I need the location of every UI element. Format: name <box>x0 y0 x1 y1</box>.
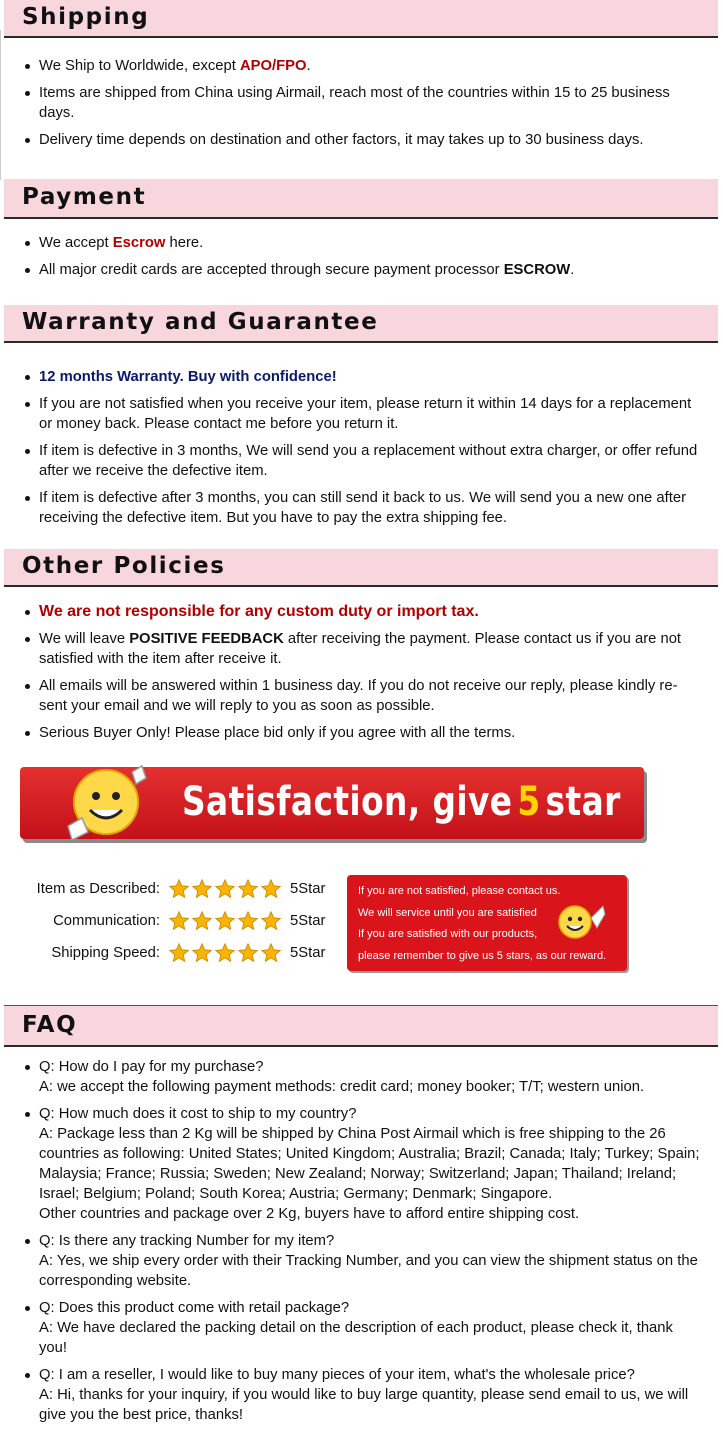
list-item: We are not responsible for any custom duty or import tax. <box>22 602 702 622</box>
faq-item <box>22 1104 702 1224</box>
star-rating-icon <box>168 878 282 900</box>
warranty-title: Warranty and Guarantee <box>22 309 379 335</box>
thumbs-up-smiley-icon <box>62 762 150 850</box>
star-icon <box>237 910 259 932</box>
star-rating-icon <box>168 942 282 964</box>
list-item: Serious Buyer Only! Please place bid only if you agree with all the terms. <box>22 723 702 743</box>
rating-label: Item as Described: <box>36 881 160 897</box>
faq-answer: A: Yes, we ship every order with their Tracking Number, and you can view the shipment status on the corresponding website. <box>39 1253 698 1289</box>
policies-title: Other Policies <box>22 553 226 579</box>
star-icon <box>191 878 213 900</box>
rating-label: Shipping Speed: <box>51 945 160 961</box>
star-icon <box>214 910 236 932</box>
faq-answer: Other countries and package over 2 Kg, buyers have to afford entire shipping cost. <box>39 1206 580 1222</box>
list-item: All emails will be answered within 1 business day. If you do not receive our reply, please kindly re-sent your email and we will reply to you as soon as possible. <box>22 676 702 716</box>
star-icon <box>260 910 282 932</box>
banner-text: Satisfaction, give 5 star <box>182 779 621 825</box>
thumbs-up-smiley-icon <box>555 898 607 946</box>
rating-value: 5Star <box>290 945 326 961</box>
payment-list <box>22 233 702 287</box>
list-item: All major credit cards are accepted through secure payment processor ESCROW. <box>22 260 702 280</box>
note-line: If you are satisfied with our products, <box>358 928 538 940</box>
faq-item <box>22 1365 702 1425</box>
star-icon <box>214 942 236 964</box>
payment-title: Payment <box>22 184 147 210</box>
list-item: If item is defective after 3 months, you can still send it back to us. We will send you a new one after receiving the defective item. But you have to pay the extra shipping fee. <box>22 488 702 528</box>
star-icon <box>168 910 190 932</box>
list-item: We will leave POSITIVE FEEDBACK after receiving the payment. Please contact us if you are not satisfied with the item after receive it. <box>22 629 702 669</box>
note-line: please remember to give us 5 stars, as our reward. <box>358 949 607 962</box>
faq-question: Q: I am a reseller, I would like to buy many pieces of your item, what's the wholesale price? <box>39 1367 635 1383</box>
faq-item <box>22 1057 702 1097</box>
faq-answer: A: we accept the following payment methods: credit card; money booker; T/T; western union. <box>39 1079 645 1095</box>
star-icon <box>191 910 213 932</box>
list-item: 12 months Warranty. Buy with confidence! <box>22 367 702 387</box>
note-line: We will service until you are satisfied <box>358 906 537 919</box>
star-icon <box>191 942 213 964</box>
faq-item <box>22 1231 702 1291</box>
rating-row-communication <box>20 910 340 934</box>
shipping-list <box>22 56 702 157</box>
faq-question: Q: How do I pay for my purchase? <box>39 1059 264 1075</box>
star-icon <box>214 878 236 900</box>
star-rating-icon <box>168 910 282 932</box>
rating-row-item-as-described <box>20 878 340 902</box>
star-icon <box>168 878 190 900</box>
faq-list <box>22 1057 702 1432</box>
policies-list <box>22 602 702 750</box>
note-line: If you are not satisfied, please contact us. <box>358 885 561 897</box>
faq-question: Q: How much does it cost to ship to my country? <box>39 1106 357 1122</box>
policies-header <box>4 549 718 587</box>
list-item: If item is defective in 3 months, We will send you a replacement without extra charger, or offer refund after we receive the defective item. <box>22 441 702 481</box>
list-item: We accept Escrow here. <box>22 233 702 253</box>
faq-title: FAQ <box>22 1012 78 1038</box>
faq-item <box>22 1298 702 1358</box>
rating-label: Communication: <box>53 913 160 929</box>
payment-header <box>4 179 718 219</box>
rating-row-shipping-speed <box>20 942 340 966</box>
warranty-header <box>4 305 718 343</box>
faq-answer: A: Package less than 2 Kg will be shipped by China Post Airmail which is free shipping to the 26 countries as following: United States; United Kingdom; Australia; Brazil; Canada; Italy; Turkey; Spain; Malaysia; France; Russia; Sweden; New Zealand; Norway; Switzerland; Japan; Thailand; Ireland; Israel; Belgium; Poland; South Korea; Austria; Germany; Denmark; Singapore. <box>39 1126 700 1202</box>
faq-question: Q: Does this product come with retail package? <box>39 1300 350 1316</box>
star-icon <box>237 942 259 964</box>
list-item: Items are shipped from China using Airmail, reach most of the countries within 15 to 25 business days. <box>22 83 702 123</box>
faq-question: Q: Is there any tracking Number for my item? <box>39 1233 335 1249</box>
rating-value: 5Star <box>290 881 326 897</box>
shipping-title: Shipping <box>22 4 150 30</box>
star-icon <box>260 942 282 964</box>
warranty-list <box>22 367 702 535</box>
faq-answer: A: Hi, thanks for your inquiry, if you would like to buy large quantity, please send email to us, we will give you the best price, thanks! <box>39 1387 689 1423</box>
faq-header <box>4 1005 718 1047</box>
left-rule <box>0 30 1 180</box>
list-item: We Ship to Worldwide, except APO/FPO. <box>22 56 702 76</box>
star-icon <box>260 878 282 900</box>
list-item: If you are not satisfied when you receive your item, please return it within 14 days for a replacement or money back. Please contact me before you return it. <box>22 394 702 434</box>
list-item: Delivery time depends on destination and other factors, it may takes up to 30 business days. <box>22 130 702 150</box>
shipping-header <box>4 0 718 38</box>
rating-value: 5Star <box>290 913 326 929</box>
star-icon <box>168 942 190 964</box>
star-icon <box>237 878 259 900</box>
faq-answer: A: We have declared the packing detail on the description of each product, please check it, thank you! <box>39 1320 673 1356</box>
